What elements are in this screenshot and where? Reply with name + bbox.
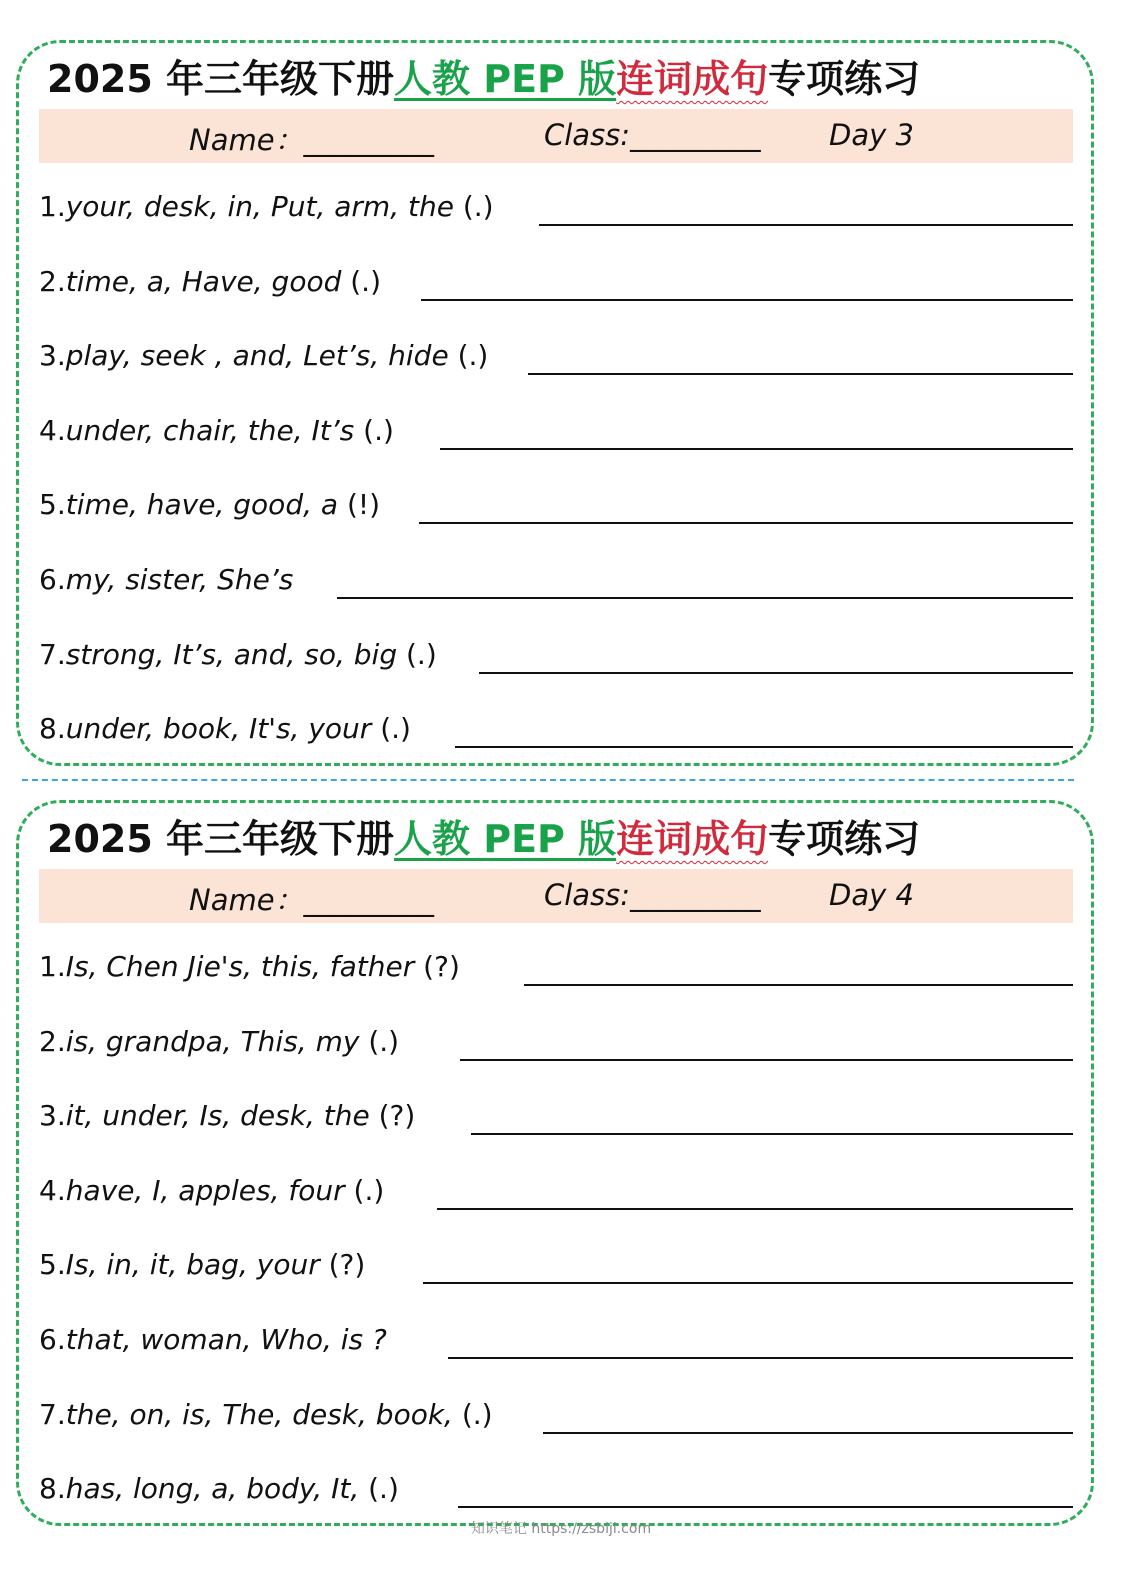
question-number: 6. [39, 1323, 66, 1356]
question-item [39, 636, 1073, 676]
question-item [39, 1023, 1073, 1063]
question-number: 7. [39, 638, 66, 671]
day-label: Day 4 [829, 878, 914, 912]
worksheet-title [47, 51, 1077, 107]
question-number: 3. [39, 339, 66, 372]
name-field[interactable]: Name：_________ [189, 123, 435, 157]
question-punct: (?) [414, 950, 460, 983]
question-number: 2. [39, 265, 66, 298]
title-suffix: 专项练习 [768, 57, 921, 101]
question-number: 8. [39, 712, 66, 745]
question-item [39, 486, 1073, 526]
question-words: has, long, a, body, It, [65, 1472, 360, 1505]
question-punct: (!) [338, 488, 381, 521]
question-words: time, have, good, a [65, 488, 339, 521]
question-number: 4. [39, 414, 66, 447]
question-punct: (.) [397, 638, 437, 671]
question-words: is, grandpa, This, my [65, 1025, 360, 1058]
question-number: 1. [39, 190, 66, 223]
question-text [39, 1248, 365, 1281]
question-words: your, desk, in, Put, arm, the [65, 190, 454, 223]
answer-line[interactable] [423, 1282, 1073, 1284]
answer-line[interactable] [337, 597, 1073, 599]
question-punct: (.) [453, 190, 494, 223]
question-text [39, 1472, 399, 1505]
question-item [39, 1172, 1073, 1212]
title-topic: 连词成句 [616, 817, 769, 861]
question-words: play, seek , and, Let’s, hide [65, 339, 449, 372]
answer-line[interactable] [543, 1432, 1073, 1434]
class-field[interactable]: Class:_________ [544, 118, 761, 152]
question-number: 2. [39, 1025, 66, 1058]
answer-line[interactable] [528, 373, 1073, 375]
question-punct: (.) [371, 712, 411, 745]
question-text [39, 339, 488, 372]
question-punct: (.) [341, 265, 382, 298]
title-prefix: 2025 年三年级下册 [47, 57, 394, 101]
question-words: that, woman, Who, is ? [65, 1323, 387, 1356]
answer-line[interactable] [455, 746, 1073, 748]
question-text [39, 712, 411, 745]
question-number: 3. [39, 1099, 66, 1132]
question-text [39, 1025, 399, 1058]
question-item [39, 1321, 1073, 1361]
question-text [39, 563, 293, 596]
question-words: it, under, Is, desk, the [65, 1099, 370, 1132]
question-item [39, 337, 1073, 377]
question-words: Is, in, it, bag, your [65, 1248, 320, 1281]
question-number: 1. [39, 950, 66, 983]
question-text [39, 950, 460, 983]
question-words: under, book, It's, your [65, 712, 372, 745]
answer-line[interactable] [437, 1208, 1073, 1210]
answer-line[interactable] [539, 224, 1073, 226]
question-number: 5. [39, 488, 66, 521]
worksheet-day-4 [16, 800, 1094, 1526]
question-punct: (.) [359, 1025, 400, 1058]
student-info-bar [39, 109, 1073, 163]
question-words: Is, Chen Jie's, this, father [65, 950, 415, 983]
question-text [39, 414, 394, 447]
question-item [39, 1246, 1073, 1286]
class-field[interactable]: Class:_________ [544, 878, 761, 912]
question-number: 7. [39, 1398, 66, 1431]
question-number: 4. [39, 1174, 66, 1207]
question-punct: (.) [344, 1174, 385, 1207]
question-punct: (.) [359, 1472, 399, 1505]
question-item [39, 1470, 1073, 1510]
worksheet-title [47, 811, 1077, 867]
title-edition: 人教 PEP 版 [394, 57, 617, 101]
answer-line[interactable] [460, 1059, 1073, 1061]
day-label: Day 3 [829, 118, 914, 152]
name-field[interactable]: Name：_________ [189, 883, 435, 917]
answer-line[interactable] [421, 299, 1073, 301]
question-text [39, 1174, 384, 1207]
question-words: time, a, Have, good [65, 265, 342, 298]
title-prefix: 2025 年三年级下册 [47, 817, 394, 861]
title-edition: 人教 PEP 版 [394, 817, 617, 861]
answer-line[interactable] [448, 1357, 1073, 1359]
question-words: my, sister, She’s [65, 563, 294, 596]
answer-line[interactable] [524, 984, 1073, 986]
answer-line[interactable] [458, 1506, 1073, 1508]
question-item [39, 263, 1073, 303]
answer-line[interactable] [419, 522, 1073, 524]
question-number: 8. [39, 1472, 66, 1505]
title-suffix: 专项练习 [768, 817, 921, 861]
question-text [39, 1398, 493, 1431]
question-words: the, on, is, The, desk, book, [65, 1398, 453, 1431]
question-item [39, 948, 1073, 988]
question-punct: (.) [452, 1398, 493, 1431]
question-text [39, 1099, 415, 1132]
question-words: strong, It’s, and, so, big [65, 638, 398, 671]
question-number: 6. [39, 563, 66, 596]
worksheet-day-3 [16, 40, 1094, 766]
title-topic: 连词成句 [616, 57, 769, 101]
question-item [39, 1097, 1073, 1137]
answer-line[interactable] [471, 1133, 1073, 1135]
cut-line-divider [22, 779, 1074, 781]
answer-line[interactable] [440, 448, 1073, 450]
question-text [39, 190, 494, 223]
question-words: have, I, apples, four [65, 1174, 345, 1207]
question-text [39, 1323, 387, 1356]
watermark-footer: 知识笔记 https://zsbiji.com [470, 1521, 652, 1537]
question-item [39, 561, 1073, 601]
question-punct: (?) [319, 1248, 366, 1281]
question-punct: (.) [354, 414, 394, 447]
question-item [39, 1396, 1073, 1436]
question-punct: (.) [448, 339, 489, 372]
answer-line[interactable] [479, 672, 1073, 674]
question-text [39, 638, 437, 671]
question-words: under, chair, the, It’s [65, 414, 355, 447]
question-item [39, 710, 1073, 750]
question-punct: (?) [369, 1099, 416, 1132]
student-info-bar [39, 869, 1073, 923]
question-text [39, 265, 381, 298]
question-item [39, 412, 1073, 452]
question-item [39, 188, 1073, 228]
question-number: 5. [39, 1248, 66, 1281]
question-text [39, 488, 380, 521]
